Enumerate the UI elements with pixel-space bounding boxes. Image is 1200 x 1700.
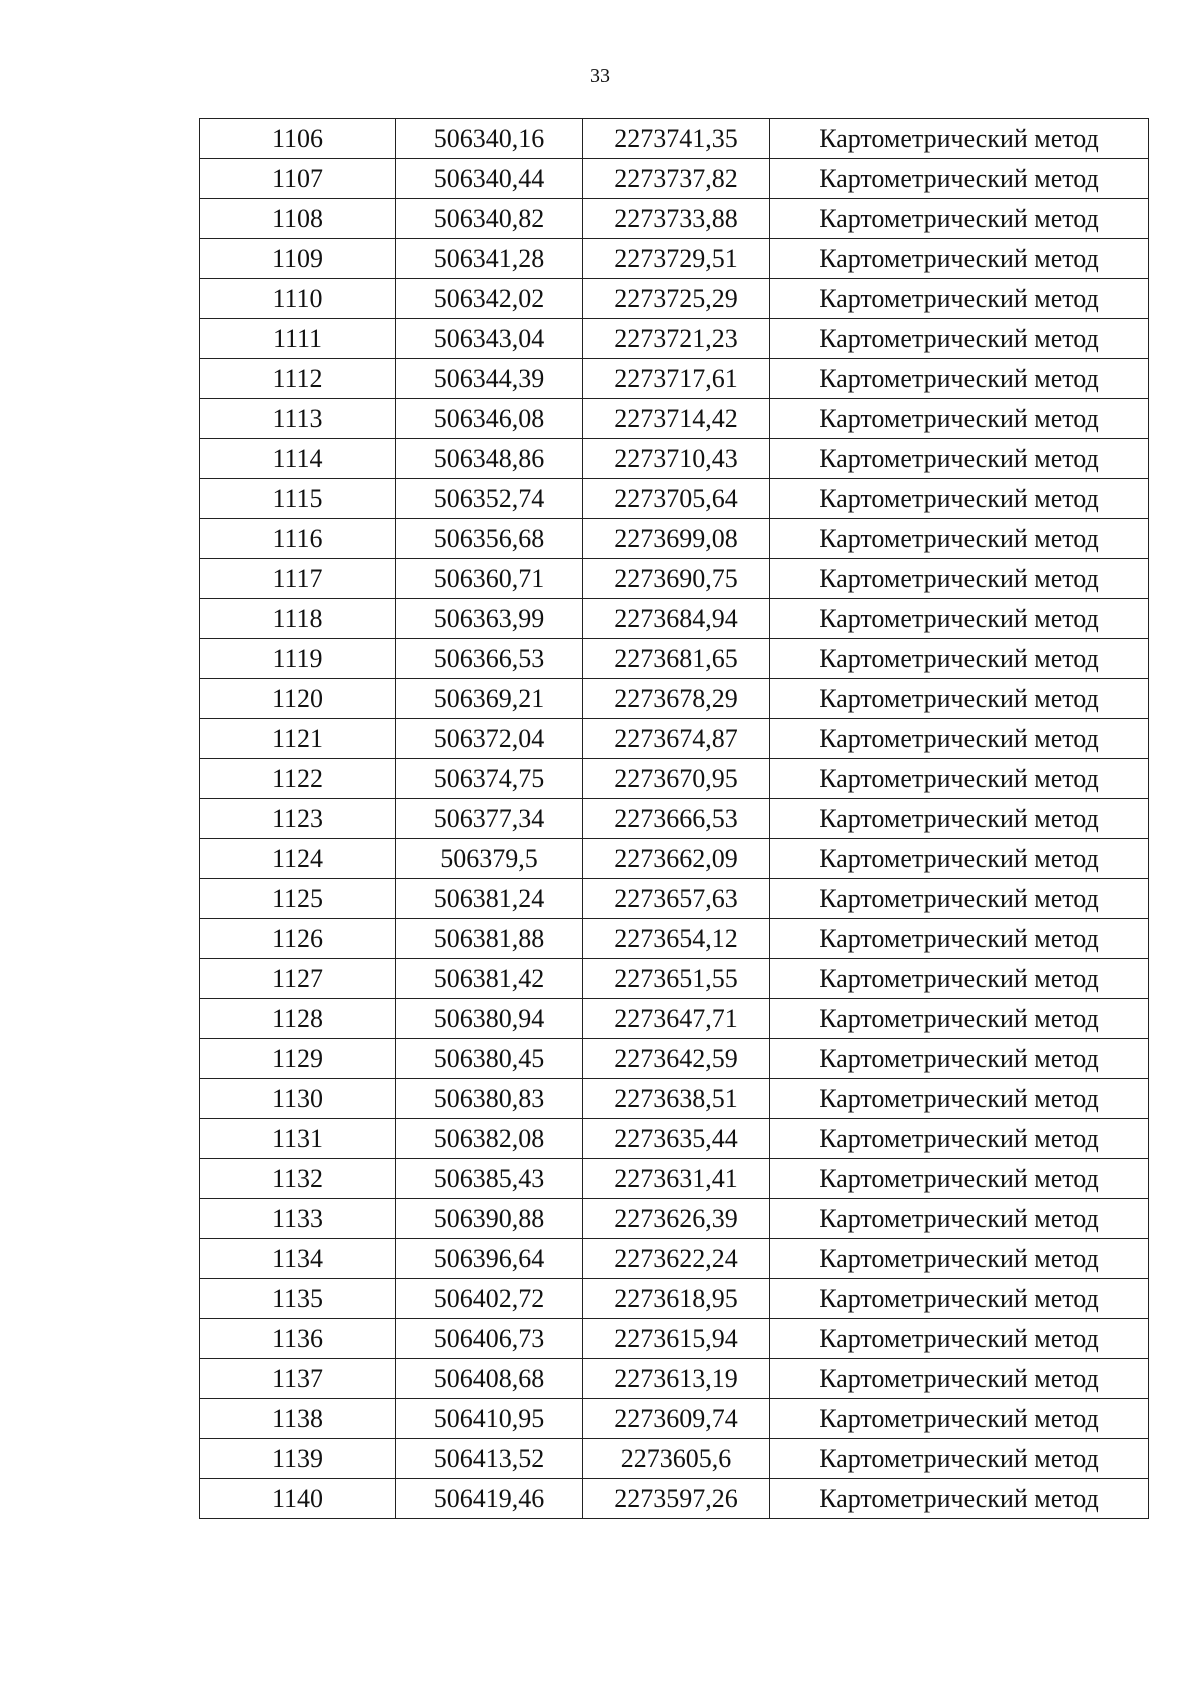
- point-number-cell: 1115: [200, 479, 396, 519]
- method-cell: Картометрический метод: [770, 1359, 1149, 1399]
- y-coordinate-cell: 2273597,26: [583, 1479, 770, 1519]
- point-number-cell: 1140: [200, 1479, 396, 1519]
- point-number-cell: 1127: [200, 959, 396, 999]
- point-number-cell: 1134: [200, 1239, 396, 1279]
- method-cell: Картометрический метод: [770, 1279, 1149, 1319]
- method-cell: Картометрический метод: [770, 239, 1149, 279]
- table-row: [200, 1159, 1149, 1199]
- y-coordinate-cell: 2273737,82: [583, 159, 770, 199]
- table-row: [200, 119, 1149, 159]
- x-coordinate-cell: 506341,28: [396, 239, 583, 279]
- x-coordinate-cell: 506356,68: [396, 519, 583, 559]
- x-coordinate-cell: 506402,72: [396, 1279, 583, 1319]
- x-coordinate-cell: 506343,04: [396, 319, 583, 359]
- method-cell: Картометрический метод: [770, 1399, 1149, 1439]
- table-row: [200, 559, 1149, 599]
- method-cell: Картометрический метод: [770, 959, 1149, 999]
- y-coordinate-cell: 2273647,71: [583, 999, 770, 1039]
- y-coordinate-cell: 2273605,6: [583, 1439, 770, 1479]
- y-coordinate-cell: 2273662,09: [583, 839, 770, 879]
- point-number-cell: 1132: [200, 1159, 396, 1199]
- point-number-cell: 1120: [200, 679, 396, 719]
- y-coordinate-cell: 2273654,12: [583, 919, 770, 959]
- point-number-cell: 1118: [200, 599, 396, 639]
- table-row: [200, 1279, 1149, 1319]
- method-cell: Картометрический метод: [770, 1479, 1149, 1519]
- method-cell: Картометрический метод: [770, 519, 1149, 559]
- y-coordinate-cell: 2273678,29: [583, 679, 770, 719]
- table-row: [200, 519, 1149, 559]
- page-number: 33: [590, 65, 610, 87]
- method-cell: Картометрический метод: [770, 1039, 1149, 1079]
- y-coordinate-cell: 2273729,51: [583, 239, 770, 279]
- point-number-cell: 1107: [200, 159, 396, 199]
- y-coordinate-cell: 2273681,65: [583, 639, 770, 679]
- method-cell: Картометрический метод: [770, 479, 1149, 519]
- x-coordinate-cell: 506340,44: [396, 159, 583, 199]
- method-cell: Картометрический метод: [770, 719, 1149, 759]
- x-coordinate-cell: 506360,71: [396, 559, 583, 599]
- method-cell: Картометрический метод: [770, 879, 1149, 919]
- method-cell: Картометрический метод: [770, 999, 1149, 1039]
- y-coordinate-cell: 2273638,51: [583, 1079, 770, 1119]
- table-row: [200, 399, 1149, 439]
- x-coordinate-cell: 506377,34: [396, 799, 583, 839]
- x-coordinate-cell: 506369,21: [396, 679, 583, 719]
- x-coordinate-cell: 506363,99: [396, 599, 583, 639]
- y-coordinate-cell: 2273705,64: [583, 479, 770, 519]
- method-cell: Картометрический метод: [770, 559, 1149, 599]
- x-coordinate-cell: 506410,95: [396, 1399, 583, 1439]
- method-cell: Картометрический метод: [770, 319, 1149, 359]
- table-row: [200, 1239, 1149, 1279]
- y-coordinate-cell: 2273717,61: [583, 359, 770, 399]
- method-cell: Картометрический метод: [770, 279, 1149, 319]
- table-row: [200, 239, 1149, 279]
- point-number-cell: 1116: [200, 519, 396, 559]
- table-row: [200, 1199, 1149, 1239]
- point-number-cell: 1136: [200, 1319, 396, 1359]
- method-cell: Картометрический метод: [770, 759, 1149, 799]
- table-row: [200, 679, 1149, 719]
- x-coordinate-cell: 506374,75: [396, 759, 583, 799]
- method-cell: Картометрический метод: [770, 199, 1149, 239]
- point-number-cell: 1121: [200, 719, 396, 759]
- table-row: [200, 439, 1149, 479]
- y-coordinate-cell: 2273622,24: [583, 1239, 770, 1279]
- x-coordinate-cell: 506385,43: [396, 1159, 583, 1199]
- x-coordinate-cell: 506390,88: [396, 1199, 583, 1239]
- y-coordinate-cell: 2273733,88: [583, 199, 770, 239]
- table-row: [200, 199, 1149, 239]
- point-number-cell: 1135: [200, 1279, 396, 1319]
- point-number-cell: 1131: [200, 1119, 396, 1159]
- method-cell: Картометрический метод: [770, 679, 1149, 719]
- method-cell: Картометрический метод: [770, 1079, 1149, 1119]
- coordinates-table: [199, 118, 1149, 1519]
- point-number-cell: 1119: [200, 639, 396, 679]
- table-row: [200, 159, 1149, 199]
- point-number-cell: 1106: [200, 119, 396, 159]
- y-coordinate-cell: 2273721,23: [583, 319, 770, 359]
- point-number-cell: 1117: [200, 559, 396, 599]
- y-coordinate-cell: 2273714,42: [583, 399, 770, 439]
- table-row: [200, 479, 1149, 519]
- x-coordinate-cell: 506372,04: [396, 719, 583, 759]
- table-row: [200, 1039, 1149, 1079]
- y-coordinate-cell: 2273635,44: [583, 1119, 770, 1159]
- point-number-cell: 1129: [200, 1039, 396, 1079]
- method-cell: Картометрический метод: [770, 1239, 1149, 1279]
- table-row: [200, 1359, 1149, 1399]
- y-coordinate-cell: 2273613,19: [583, 1359, 770, 1399]
- x-coordinate-cell: 506382,08: [396, 1119, 583, 1159]
- method-cell: Картометрический метод: [770, 839, 1149, 879]
- y-coordinate-cell: 2273699,08: [583, 519, 770, 559]
- point-number-cell: 1123: [200, 799, 396, 839]
- coordinates-table-body: [200, 119, 1149, 1519]
- table-row: [200, 919, 1149, 959]
- y-coordinate-cell: 2273642,59: [583, 1039, 770, 1079]
- table-row: [200, 799, 1149, 839]
- y-coordinate-cell: 2273615,94: [583, 1319, 770, 1359]
- method-cell: Картометрический метод: [770, 1199, 1149, 1239]
- x-coordinate-cell: 506381,24: [396, 879, 583, 919]
- point-number-cell: 1109: [200, 239, 396, 279]
- y-coordinate-cell: 2273725,29: [583, 279, 770, 319]
- method-cell: Картометрический метод: [770, 919, 1149, 959]
- table-row: [200, 1079, 1149, 1119]
- method-cell: Картометрический метод: [770, 1439, 1149, 1479]
- y-coordinate-cell: 2273657,63: [583, 879, 770, 919]
- x-coordinate-cell: 506406,73: [396, 1319, 583, 1359]
- table-row: [200, 759, 1149, 799]
- point-number-cell: 1125: [200, 879, 396, 919]
- point-number-cell: 1133: [200, 1199, 396, 1239]
- y-coordinate-cell: 2273741,35: [583, 119, 770, 159]
- table-row: [200, 319, 1149, 359]
- x-coordinate-cell: 506380,94: [396, 999, 583, 1039]
- point-number-cell: 1114: [200, 439, 396, 479]
- point-number-cell: 1122: [200, 759, 396, 799]
- y-coordinate-cell: 2273666,53: [583, 799, 770, 839]
- point-number-cell: 1126: [200, 919, 396, 959]
- x-coordinate-cell: 506380,83: [396, 1079, 583, 1119]
- method-cell: Картометрический метод: [770, 159, 1149, 199]
- point-number-cell: 1112: [200, 359, 396, 399]
- method-cell: Картометрический метод: [770, 359, 1149, 399]
- table-row: [200, 839, 1149, 879]
- table-row: [200, 359, 1149, 399]
- y-coordinate-cell: 2273690,75: [583, 559, 770, 599]
- method-cell: Картометрический метод: [770, 1159, 1149, 1199]
- x-coordinate-cell: 506346,08: [396, 399, 583, 439]
- method-cell: Картометрический метод: [770, 639, 1149, 679]
- method-cell: Картометрический метод: [770, 1119, 1149, 1159]
- x-coordinate-cell: 506344,39: [396, 359, 583, 399]
- method-cell: Картометрический метод: [770, 439, 1149, 479]
- table-row: [200, 599, 1149, 639]
- point-number-cell: 1110: [200, 279, 396, 319]
- x-coordinate-cell: 506352,74: [396, 479, 583, 519]
- table-row: [200, 1119, 1149, 1159]
- table-row: [200, 279, 1149, 319]
- point-number-cell: 1108: [200, 199, 396, 239]
- x-coordinate-cell: 506396,64: [396, 1239, 583, 1279]
- x-coordinate-cell: 506381,42: [396, 959, 583, 999]
- x-coordinate-cell: 506348,86: [396, 439, 583, 479]
- table-row: [200, 1399, 1149, 1439]
- y-coordinate-cell: 2273651,55: [583, 959, 770, 999]
- point-number-cell: 1139: [200, 1439, 396, 1479]
- point-number-cell: 1137: [200, 1359, 396, 1399]
- y-coordinate-cell: 2273631,41: [583, 1159, 770, 1199]
- table-row: [200, 1439, 1149, 1479]
- x-coordinate-cell: 506381,88: [396, 919, 583, 959]
- table-row: [200, 639, 1149, 679]
- x-coordinate-cell: 506342,02: [396, 279, 583, 319]
- x-coordinate-cell: 506380,45: [396, 1039, 583, 1079]
- y-coordinate-cell: 2273626,39: [583, 1199, 770, 1239]
- method-cell: Картометрический метод: [770, 599, 1149, 639]
- table-row: [200, 719, 1149, 759]
- point-number-cell: 1111: [200, 319, 396, 359]
- x-coordinate-cell: 506379,5: [396, 839, 583, 879]
- x-coordinate-cell: 506340,82: [396, 199, 583, 239]
- y-coordinate-cell: 2273609,74: [583, 1399, 770, 1439]
- table-row: [200, 1319, 1149, 1359]
- method-cell: Картометрический метод: [770, 119, 1149, 159]
- point-number-cell: 1130: [200, 1079, 396, 1119]
- table-row: [200, 999, 1149, 1039]
- y-coordinate-cell: 2273684,94: [583, 599, 770, 639]
- table-row: [200, 879, 1149, 919]
- x-coordinate-cell: 506408,68: [396, 1359, 583, 1399]
- x-coordinate-cell: 506413,52: [396, 1439, 583, 1479]
- table-row: [200, 1479, 1149, 1519]
- point-number-cell: 1138: [200, 1399, 396, 1439]
- point-number-cell: 1124: [200, 839, 396, 879]
- y-coordinate-cell: 2273670,95: [583, 759, 770, 799]
- y-coordinate-cell: 2273618,95: [583, 1279, 770, 1319]
- point-number-cell: 1113: [200, 399, 396, 439]
- x-coordinate-cell: 506340,16: [396, 119, 583, 159]
- x-coordinate-cell: 506419,46: [396, 1479, 583, 1519]
- x-coordinate-cell: 506366,53: [396, 639, 583, 679]
- method-cell: Картометрический метод: [770, 1319, 1149, 1359]
- method-cell: Картометрический метод: [770, 799, 1149, 839]
- y-coordinate-cell: 2273674,87: [583, 719, 770, 759]
- y-coordinate-cell: 2273710,43: [583, 439, 770, 479]
- table-row: [200, 959, 1149, 999]
- point-number-cell: 1128: [200, 999, 396, 1039]
- method-cell: Картометрический метод: [770, 399, 1149, 439]
